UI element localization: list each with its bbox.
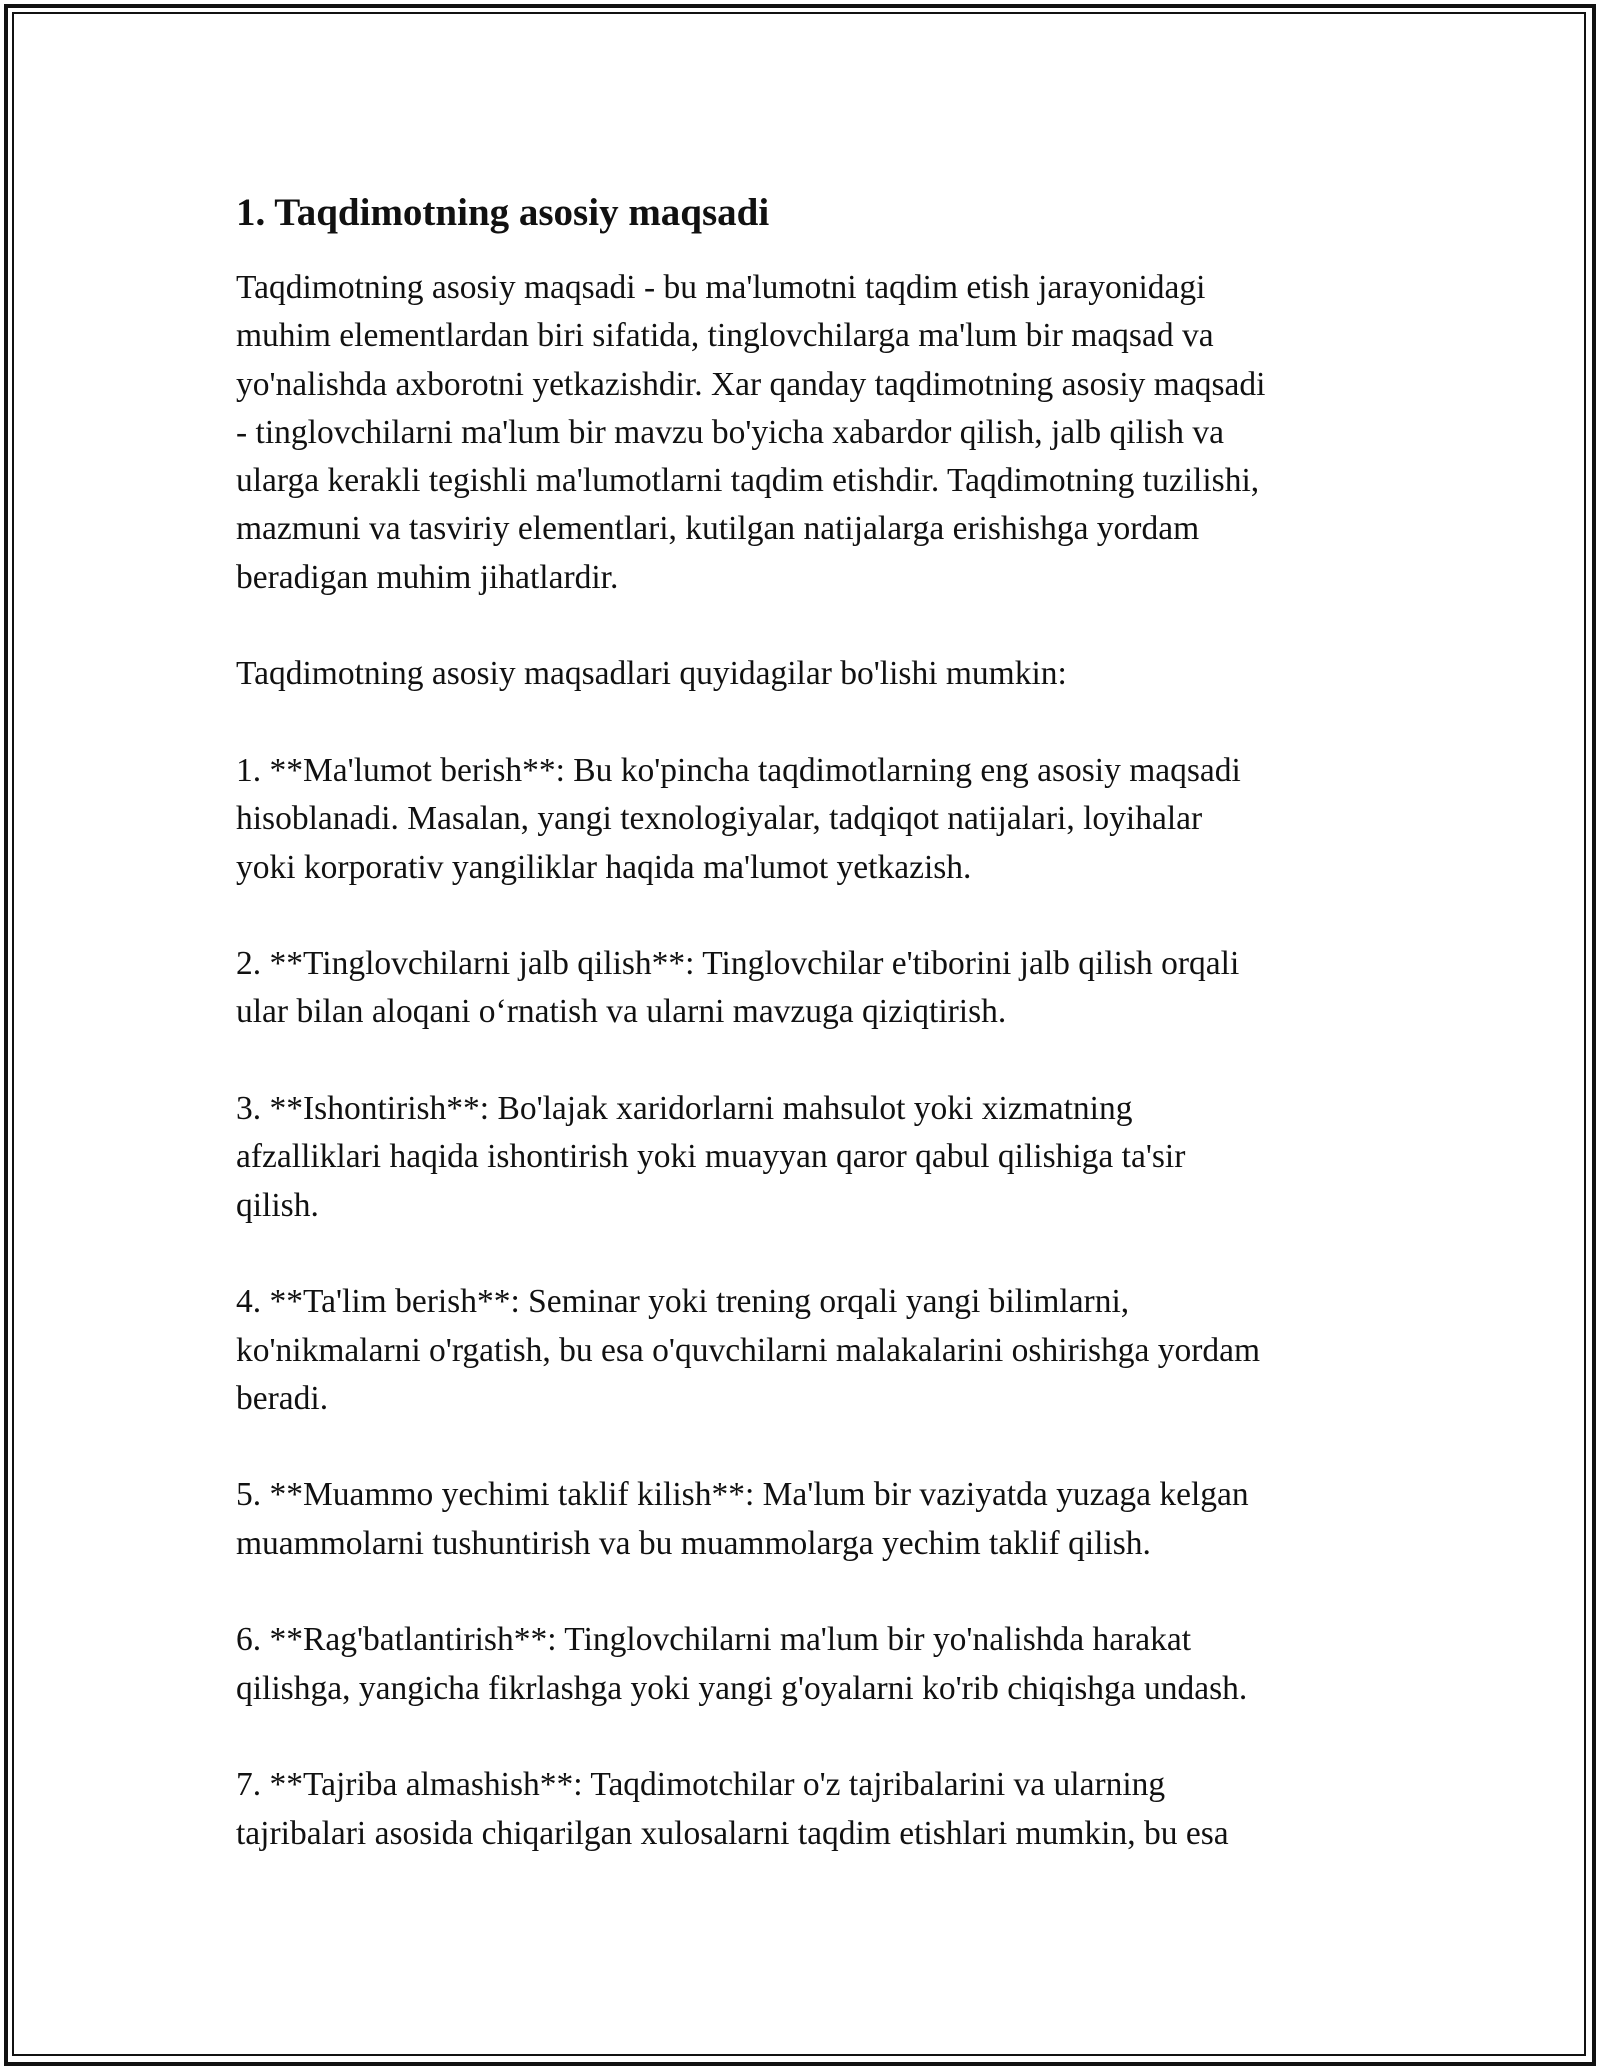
- paragraph-spacer: [236, 1037, 1386, 1085]
- paragraph-spacer: [236, 892, 1386, 940]
- paragraph-spacer: [236, 1230, 1386, 1278]
- list-item-5: 5. **Muammo yechimi taklif kilish**: Ma'lum bir vaziyatda yuzaga kelgan muammolarni tushuntirish va bu muammolarga yechim taklif qilish.: [236, 1476, 1249, 1562]
- paragraph-spacer: [236, 699, 1386, 747]
- paragraph-spacer: [236, 1423, 1386, 1471]
- paragraph-spacer: [236, 1568, 1386, 1616]
- intro-paragraph: Taqdimotning asosiy maqsadi - bu ma'lumotni taqdim etish jarayonidagi muhim elementlardan biri sifatida, tinglovchilarga ma'lum bir maqsad va yo'nalishda axborotni yetkazishdir. Xar qanday taqdimotning asosiy maqsadi - tinglovchilarni ma'lum bir mavzu bo'yicha xabardor qilish, jalb qilish va ularga kerakli tegishli ma'lumotlarni taqdim etishdir. Taqdimotning tuzilishi, mazmuni va tasviriy elementlari, kutilgan natijalarga erishishga yordam beradigan muhim jihatlardir.: [236, 269, 1266, 596]
- paragraph-spacer: [236, 1713, 1386, 1761]
- list-item-6: 6. **Rag'batlantirish**: Tinglovchilarni ma'lum bir yo'nalishda harakat qilishga, yangicha fikrlashga yoki yangi g'oyalarni ko'rib chiqishga undash.: [236, 1621, 1248, 1707]
- list-item-4: 4. **Ta'lim berish**: Seminar yoki trening orqali yangi bilimlarni, ko'nikmalarni o'rgatish, bu esa o'quvchilarni malakalarini oshirishga yordam beradi.: [236, 1283, 1261, 1417]
- list-lead-paragraph: Taqdimotning asosiy maqsadlari quyidagilar bo'lishi mumkin:: [236, 655, 1067, 693]
- list-item-1: 1. **Ma'lumot berish**: Bu ko'pincha taqdimotlarning eng asosiy maqsadi hisoblanadi. Masalan, yangi texnologiyalar, tadqiqot natijalari, loyihalar yoki korporativ yangiliklar haqida ma'lumot yetkazish.: [236, 751, 1241, 886]
- list-item-3: 3. **Ishontirish**: Bo'lajak xaridorlarni mahsulot yoki xizmatning afzalliklari haqida ishontirish yoki muayyan qaror qabul qilishiga ta'sir qilish.: [236, 1090, 1186, 1224]
- list-item-7: 7. **Tajriba almashish**: Taqdimotchilar o'z tajribalarini va ularning tajribalari asosida chiqarilgan xulosalarni taqdim etishlari mumkin, bu esa: [236, 1766, 1229, 1852]
- list-item-2: 2. **Tinglovchilarni jalb qilish**: Tinglovchilar e'tiborini jalb qilish orqali ular bilan aloqani o‘rnatish va ularni mavzuga qiziqtirish.: [236, 945, 1240, 1031]
- document-body: [236, 184, 1386, 1858]
- paragraph-spacer: [236, 602, 1386, 650]
- section-heading: 1. Taqdimotning asosiy maqsadi: [236, 191, 770, 234]
